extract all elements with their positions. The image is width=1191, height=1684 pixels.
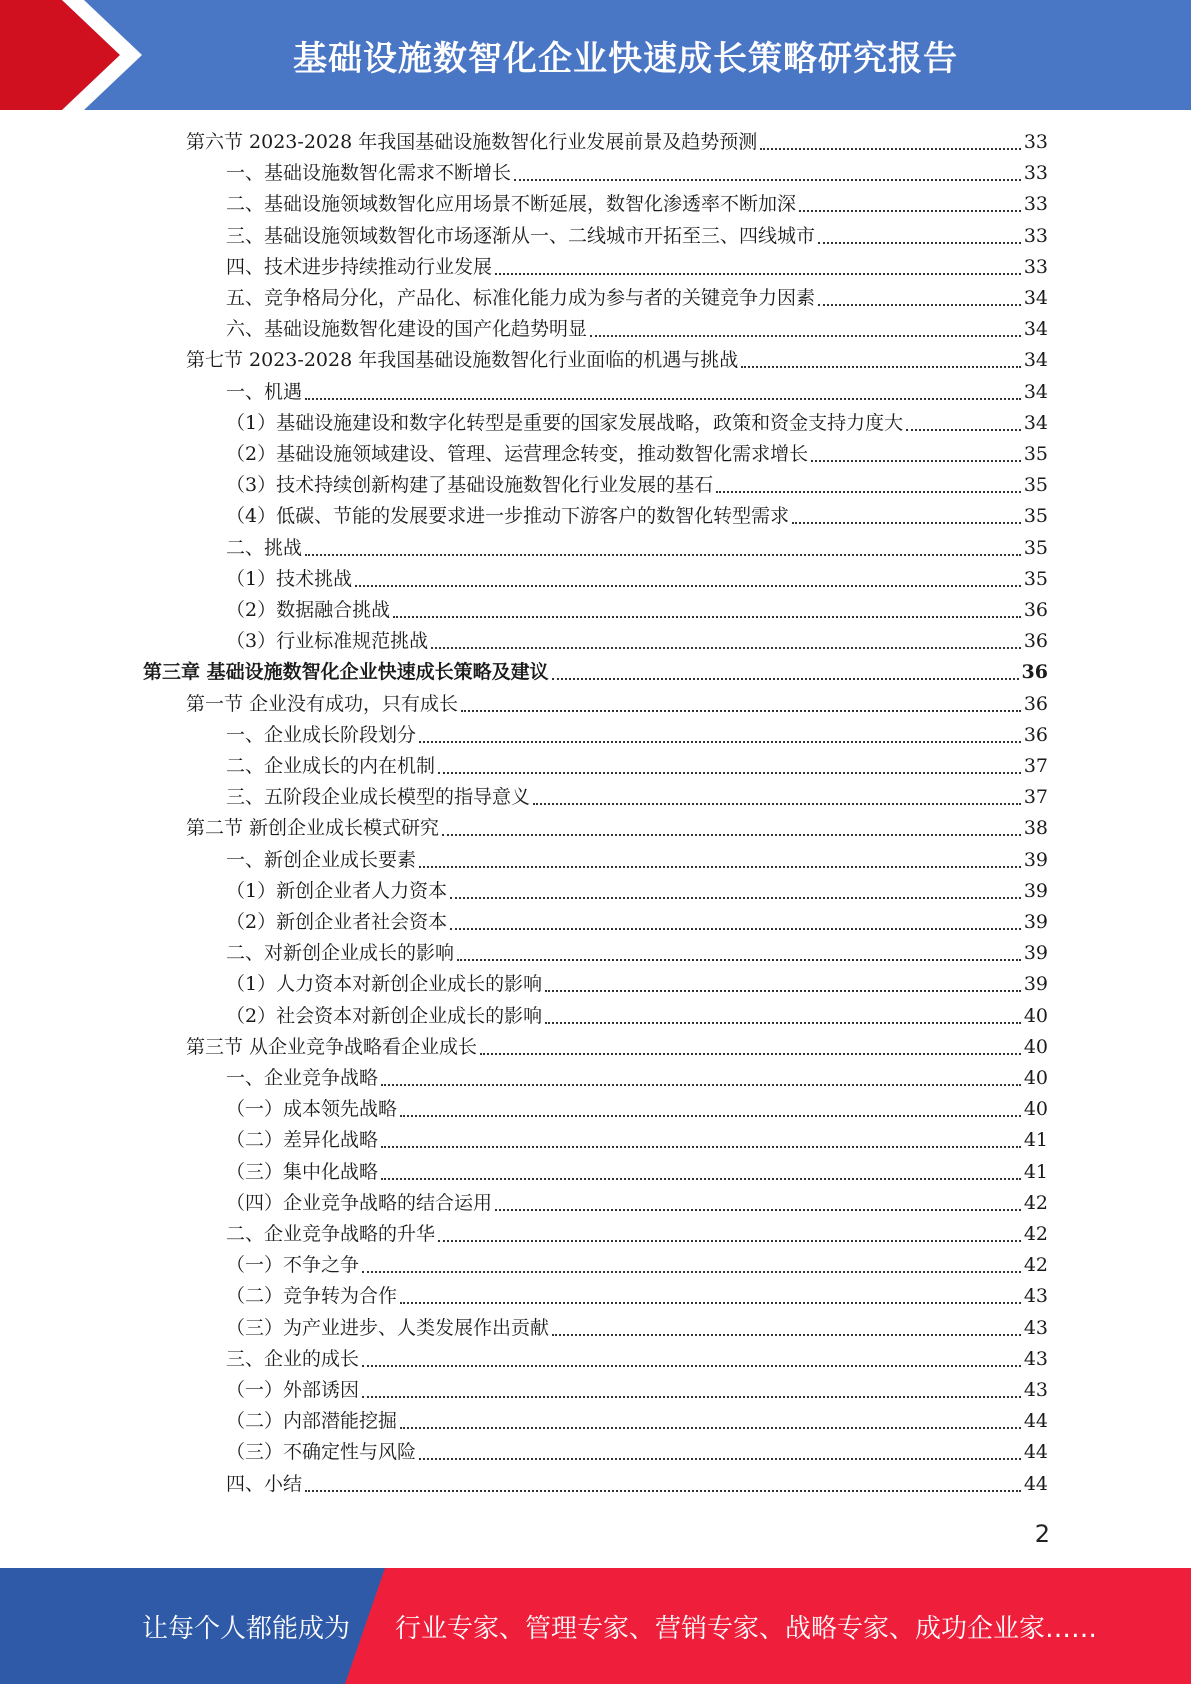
toc-leader-dots [438, 771, 1021, 774]
toc-entry[interactable] [226, 1001, 1048, 1032]
toc-entry[interactable] [226, 283, 1048, 314]
toc-entry-page: 42 [1023, 1223, 1048, 1245]
toc-entry-page: 43 [1023, 1285, 1048, 1307]
toc-entry-title: 第一节 企业没有成功，只有成长 [186, 693, 459, 715]
toc-entry-page: 41 [1023, 1161, 1048, 1183]
toc-entry-page: 34 [1023, 349, 1048, 371]
toc-entry-title: （三）不确定性与风险 [226, 1441, 417, 1463]
toc-entry-title: 第三章 基础设施数智化企业快速成长策略及建议 [143, 661, 549, 683]
toc-leader-dots [381, 1145, 1021, 1148]
toc-leader-dots [818, 241, 1021, 244]
toc-entry-page: 36 [1021, 661, 1048, 683]
toc-leader-dots [362, 1395, 1021, 1398]
toc-leader-dots [381, 1083, 1021, 1086]
toc-entry[interactable] [226, 876, 1048, 907]
toc-entry-page: 39 [1023, 973, 1048, 995]
toc-entry[interactable] [226, 439, 1048, 470]
toc-entry-title: （三）集中化战略 [226, 1161, 379, 1183]
toc-entry-page: 36 [1023, 693, 1048, 715]
toc-entry[interactable] [186, 127, 1048, 158]
toc-entry-title: （1）基础设施建设和数字化转型是重要的国家发展战略，政策和资金支持力度大 [226, 412, 904, 434]
toc-entry[interactable] [186, 689, 1048, 720]
toc-leader-dots [480, 1052, 1021, 1055]
toc-entry[interactable] [226, 533, 1048, 564]
toc-entry-page: 44 [1023, 1473, 1048, 1495]
toc-entry[interactable] [226, 377, 1048, 408]
toc-entry-title: 二、挑战 [226, 537, 303, 559]
toc-leader-dots [400, 1426, 1021, 1429]
toc-leader-dots [355, 584, 1021, 587]
toc-entry[interactable] [226, 158, 1048, 189]
footer-slogan-right: 行业专家、管理专家、营销专家、战略专家、成功企业家…… [395, 1613, 1098, 1644]
toc-leader-dots [461, 709, 1021, 712]
toc-entry-title: （四）企业竞争战略的结合运用 [226, 1192, 493, 1214]
toc-leader-dots [811, 459, 1021, 462]
toc-leader-dots [457, 958, 1021, 961]
toc-leader-dots [906, 428, 1021, 431]
toc-entry-page: 33 [1023, 131, 1048, 153]
toc-entry-page: 35 [1023, 537, 1048, 559]
toc-leader-dots [590, 334, 1021, 337]
toc-entry-title: 六、基础设施数智化建设的国产化趋势明显 [226, 318, 588, 340]
toc-entry-page: 39 [1023, 911, 1048, 933]
toc-entry-title: 二、对新创企业成长的影响 [226, 942, 455, 964]
toc-entry-page: 34 [1023, 318, 1048, 340]
toc-entry-title: （2）新创企业者社会资本 [226, 911, 448, 933]
toc-entry[interactable] [226, 1157, 1048, 1188]
toc-entry[interactable] [226, 845, 1048, 876]
toc-entry-page: 34 [1023, 381, 1048, 403]
toc-entry[interactable] [226, 1188, 1048, 1219]
toc-entry-title: 一、基础设施数智化需求不断增长 [226, 162, 512, 184]
toc-entry[interactable] [226, 1406, 1048, 1437]
toc-leader-dots [552, 677, 1019, 680]
toc-entry[interactable] [226, 1094, 1048, 1125]
toc-entry-title: 四、小结 [226, 1473, 303, 1495]
toc-entry-page: 39 [1023, 849, 1048, 871]
toc-entry-title: 一、新创企业成长要素 [226, 849, 417, 871]
toc-entry-page: 33 [1023, 256, 1048, 278]
toc-entry-title: 二、基础设施领域数智化应用场景不断延展，数智化渗透率不断加深 [226, 193, 797, 215]
toc-entry-page: 35 [1023, 474, 1048, 496]
toc-leader-dots [438, 1239, 1021, 1242]
toc-entry-page: 40 [1023, 1005, 1048, 1027]
toc-leader-dots [431, 646, 1021, 649]
toc-entry-page: 37 [1023, 755, 1048, 777]
toc-leader-dots [400, 1114, 1021, 1117]
toc-entry-title: 第六节 2023-2028 年我国基础设施数智化行业发展前景及趋势预测 [186, 131, 758, 153]
toc-entry[interactable] [226, 221, 1048, 252]
toc-entry-page: 43 [1023, 1379, 1048, 1401]
toc-leader-dots [792, 521, 1021, 524]
toc-entry[interactable] [226, 314, 1048, 345]
toc-entry[interactable] [226, 626, 1048, 657]
toc-entry-page: 35 [1023, 443, 1048, 465]
footer-slogan-left: 让每个人都能成为 [142, 1613, 351, 1644]
toc-entry-page: 34 [1023, 412, 1048, 434]
toc-entry-page: 34 [1023, 287, 1048, 309]
toc-entry-page: 37 [1023, 786, 1048, 808]
toc-leader-dots [419, 865, 1021, 868]
toc-entry-title: （2）社会资本对新创企业成长的影响 [226, 1005, 543, 1027]
toc-entry-page: 40 [1023, 1036, 1048, 1058]
toc-leader-dots [362, 1364, 1021, 1367]
toc-leader-dots [533, 802, 1021, 805]
toc-entry[interactable] [226, 1281, 1048, 1312]
toc-entry-page: 44 [1023, 1410, 1048, 1432]
toc-leader-dots [545, 989, 1021, 992]
toc-leader-dots [419, 1457, 1021, 1460]
toc-leader-dots [305, 553, 1021, 556]
toc-entry-title: 四、技术进步持续推动行业发展 [226, 256, 493, 278]
toc-entry-title: （二）差异化战略 [226, 1129, 379, 1151]
toc-entry[interactable] [226, 189, 1048, 220]
toc-leader-dots [545, 1021, 1021, 1024]
toc-entry[interactable] [226, 1219, 1048, 1250]
toc-entry[interactable] [186, 1032, 1048, 1063]
toc-entry-page: 41 [1023, 1129, 1048, 1151]
toc-entry-title: 二、企业竞争战略的升华 [226, 1223, 436, 1245]
toc-entry-page: 38 [1023, 817, 1048, 839]
toc-entry[interactable] [226, 252, 1048, 283]
toc-leader-dots [514, 178, 1021, 181]
toc-entry-page: 33 [1023, 193, 1048, 215]
toc-entry-title: （1）技术挑战 [226, 568, 353, 590]
toc-entry-page: 43 [1023, 1348, 1048, 1370]
toc-leader-dots [741, 365, 1021, 368]
toc-entry-page: 42 [1023, 1254, 1048, 1276]
toc-entry-title: （2）基础设施领域建设、管理、运营理念转变，推动数智化需求增长 [226, 443, 809, 465]
toc-entry[interactable] [226, 1125, 1048, 1156]
toc-entry-page: 40 [1023, 1067, 1048, 1089]
toc-entry[interactable] [226, 751, 1048, 782]
toc-leader-dots [799, 209, 1021, 212]
toc-entry[interactable] [226, 1375, 1048, 1406]
toc-entry-title: 三、基础设施领域数智化市场逐渐从一、二线城市开拓至三、四线城市 [226, 225, 816, 247]
toc-entry[interactable] [186, 813, 1048, 844]
toc-leader-dots [381, 1177, 1021, 1180]
toc-leader-dots [495, 1208, 1021, 1211]
toc-entry-page: 39 [1023, 880, 1048, 902]
toc-entry-title: （3）技术持续创新构建了基础设施数智化行业发展的基石 [226, 474, 714, 496]
toc-entry-title: 一、企业竞争战略 [226, 1067, 379, 1089]
toc-entry[interactable] [226, 938, 1048, 969]
toc-leader-dots [495, 272, 1021, 275]
toc-entry[interactable] [226, 1313, 1048, 1344]
toc-entry-page: 43 [1023, 1317, 1048, 1339]
toc-entry[interactable] [226, 1063, 1048, 1094]
toc-entry-title: （1）新创企业者人力资本 [226, 880, 448, 902]
toc-entry-page: 36 [1023, 630, 1048, 652]
toc-entry-title: （一）成本领先战略 [226, 1098, 398, 1120]
toc-entry-page: 33 [1023, 225, 1048, 247]
toc-entry-page: 36 [1023, 599, 1048, 621]
toc-entry[interactable] [186, 345, 1048, 376]
toc-entry-title: 五、竞争格局分化，产品化、标准化能力成为参与者的关键竞争力因素 [226, 287, 816, 309]
toc-entry-page: 35 [1023, 505, 1048, 527]
toc-leader-dots [818, 303, 1021, 306]
toc-entry[interactable] [143, 657, 1048, 688]
toc-leader-dots [393, 615, 1021, 618]
toc-entry-title: （二）竞争转为合作 [226, 1285, 398, 1307]
toc-leader-dots [400, 1301, 1021, 1304]
toc-entry[interactable] [226, 470, 1048, 501]
toc-leader-dots [305, 1489, 1021, 1492]
toc-entry-page: 39 [1023, 942, 1048, 964]
toc-entry[interactable] [226, 1437, 1048, 1468]
toc-entry-title: （二）内部潜能挖掘 [226, 1410, 398, 1432]
toc-entry[interactable] [226, 907, 1048, 938]
toc-entry-title: 第三节 从企业竞争战略看企业成长 [186, 1036, 478, 1058]
toc-entry[interactable] [226, 564, 1048, 595]
toc-entry-title: 三、企业的成长 [226, 1348, 360, 1370]
toc-entry-title: 一、机遇 [226, 381, 303, 403]
toc-leader-dots [442, 833, 1021, 836]
toc-entry-page: 35 [1023, 568, 1048, 590]
report-title: 基础设施数智化企业快速成长策略研究报告 [293, 38, 958, 79]
toc-entry[interactable] [226, 595, 1048, 626]
toc-entry-title: 二、企业成长的内在机制 [226, 755, 436, 777]
toc-entry-title: 第七节 2023-2028 年我国基础设施数智化行业面临的机遇与挑战 [186, 349, 739, 371]
toc-entry[interactable] [226, 1344, 1048, 1375]
page-footer [0, 1568, 1191, 1684]
toc-entry-title: （三）为产业进步、人类发展作出贡献 [226, 1317, 550, 1339]
toc-entry-title: （一）外部诱因 [226, 1379, 360, 1401]
toc-entry-page: 33 [1023, 162, 1048, 184]
toc-entry-title: 一、企业成长阶段划分 [226, 724, 417, 746]
toc-entry-title: 第二节 新创企业成长模式研究 [186, 817, 440, 839]
toc-entry[interactable] [226, 1469, 1048, 1500]
toc-entry-title: （4）低碳、节能的发展要求进一步推动下游客户的数智化转型需求 [226, 505, 790, 527]
toc-leader-dots [305, 397, 1021, 400]
toc-entry-title: （2）数据融合挑战 [226, 599, 391, 621]
toc-entry-title: （3）行业标准规范挑战 [226, 630, 429, 652]
toc-entry[interactable] [226, 1250, 1048, 1281]
toc-entry[interactable] [226, 408, 1048, 439]
toc-entry-title: （1）人力资本对新创企业成长的影响 [226, 973, 543, 995]
toc-leader-dots [450, 927, 1021, 930]
toc-entry-page: 40 [1023, 1098, 1048, 1120]
toc-leader-dots [552, 1333, 1021, 1336]
toc-entry-title: 三、五阶段企业成长模型的指导意义 [226, 786, 531, 808]
header-chevron-icon [0, 0, 150, 110]
toc-entry-page: 42 [1023, 1192, 1048, 1214]
toc-entry[interactable] [226, 782, 1048, 813]
toc-entry[interactable] [226, 501, 1048, 532]
toc-entry[interactable] [226, 720, 1048, 751]
toc-entry-page: 44 [1023, 1441, 1048, 1463]
toc-leader-dots [760, 147, 1021, 150]
toc-leader-dots [419, 740, 1021, 743]
toc-entry-title: （一）不争之争 [226, 1254, 360, 1276]
toc-leader-dots [362, 1270, 1021, 1273]
toc-entry[interactable] [226, 969, 1048, 1000]
toc-leader-dots [450, 896, 1021, 899]
page-header [0, 0, 1191, 110]
toc-entry-page: 36 [1023, 724, 1048, 746]
page-number: 2 [1034, 1520, 1050, 1548]
toc-leader-dots [716, 490, 1021, 493]
